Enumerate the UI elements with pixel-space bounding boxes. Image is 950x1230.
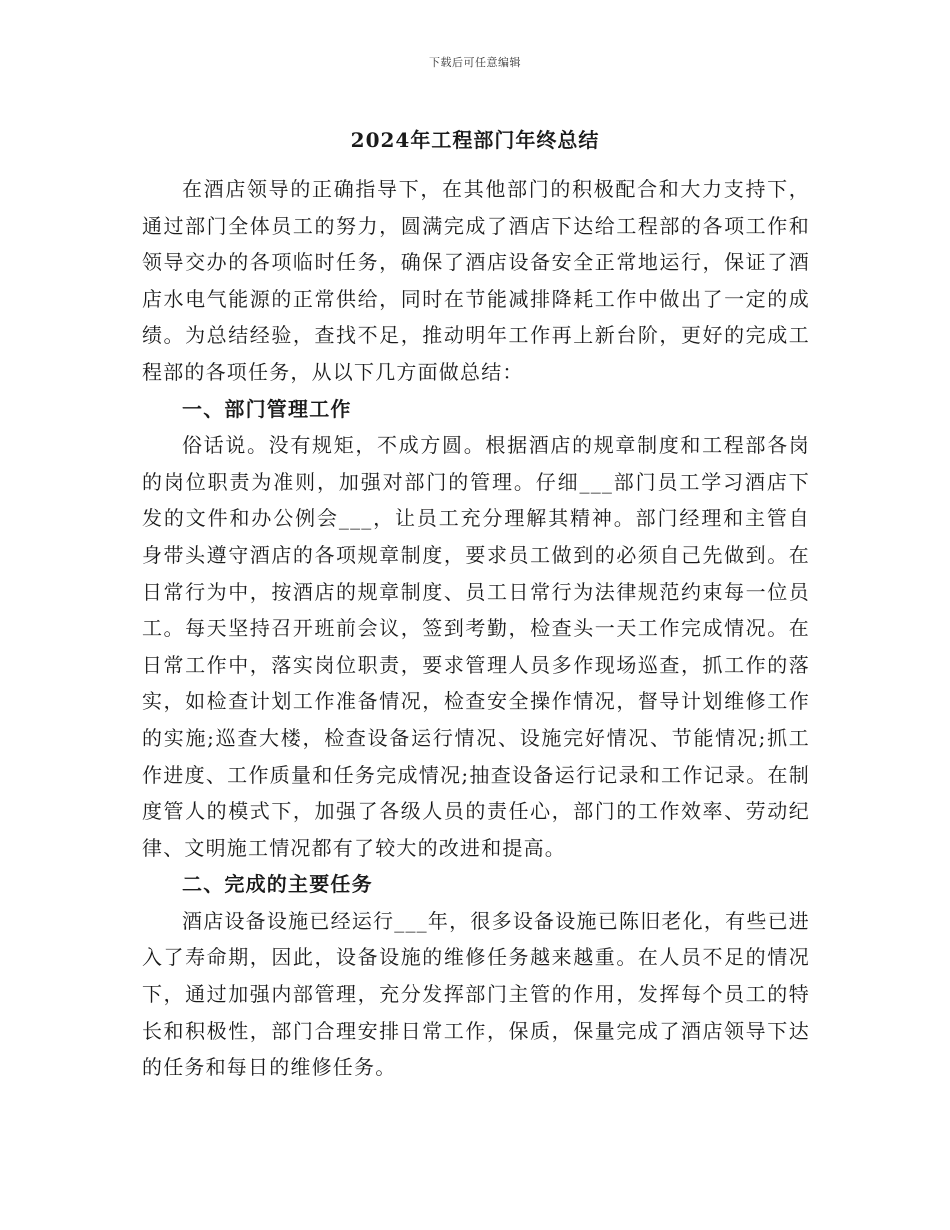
section-heading-tasks: 二、完成的主要任务	[182, 872, 373, 897]
section-heading-management: 一、部门管理工作	[182, 396, 352, 421]
intro-paragraph: 在酒店领导的正确指导下，在其他部门的积极配合和大力支持下，通过部门全体员工的努力，圆满完成了酒店下达给工程部的各项工作和领导交办的各项临时任务，确保了酒店设备安全正常地运行，保证了酒店水电气能源的正常供给，同时在节能减排降耗工作中做出了一定的成绩。为总结经验，查找不足，推动明年工作再上新台阶，更好的完成工程部的各项任务，从以下几方面做总结：	[142, 177, 810, 384]
header-note: 下载后可任意编辑	[429, 56, 521, 69]
document-title: 2024年工程部门年终总结	[350, 128, 600, 152]
section-paragraph-tasks: 酒店设备设施已经运行___年，很多设备设施已陈旧老化，有些已进入了寿命期，因此，设备设施的维修任务越来越重。在人员不足的情况下，通过加强内部管理，充分发挥部门主管的作用，发挥每个员工的特长和积极性，部门合理安排日常工作，保质，保量完成了酒店领导下达的任务和每日的维修任务。	[142, 908, 810, 1080]
section-paragraph-management: 俗话说。没有规矩，不成方圆。根据酒店的规章制度和工程部各岗的岗位职责为准则，加强对部门的管理。仔细___部门员工学习酒店下发的文件和办公例会___，让员工充分理解其精神。部门经理和主管自身带头遵守酒店的各项规章制度，要求员工做到的必须自己先做到。在日常行为中，按酒店的规章制度、员工日常行为法律规范约束每一位员工。每天坚持召开班前会议，签到考勤，检查头一天工作完成情况。在日常工作中，落实岗位职责，要求管理人员多作现场巡查，抓工作的落实，如检查计划工作准备情况，检查安全操作情况，督导计划维修工作的实施;巡查大楼，检查设备运行情况、设施完好情况、节能情况;抓工作进度、工作质量和任务完成情况;抽查设备运行记录和工作记录。在制度管人的模式下，加强了各级人员的责任心，部门的工作效率、劳动纪律、文明施工情况都有了较大的改进和提高。	[142, 433, 810, 860]
document-body	[142, 171, 810, 1086]
